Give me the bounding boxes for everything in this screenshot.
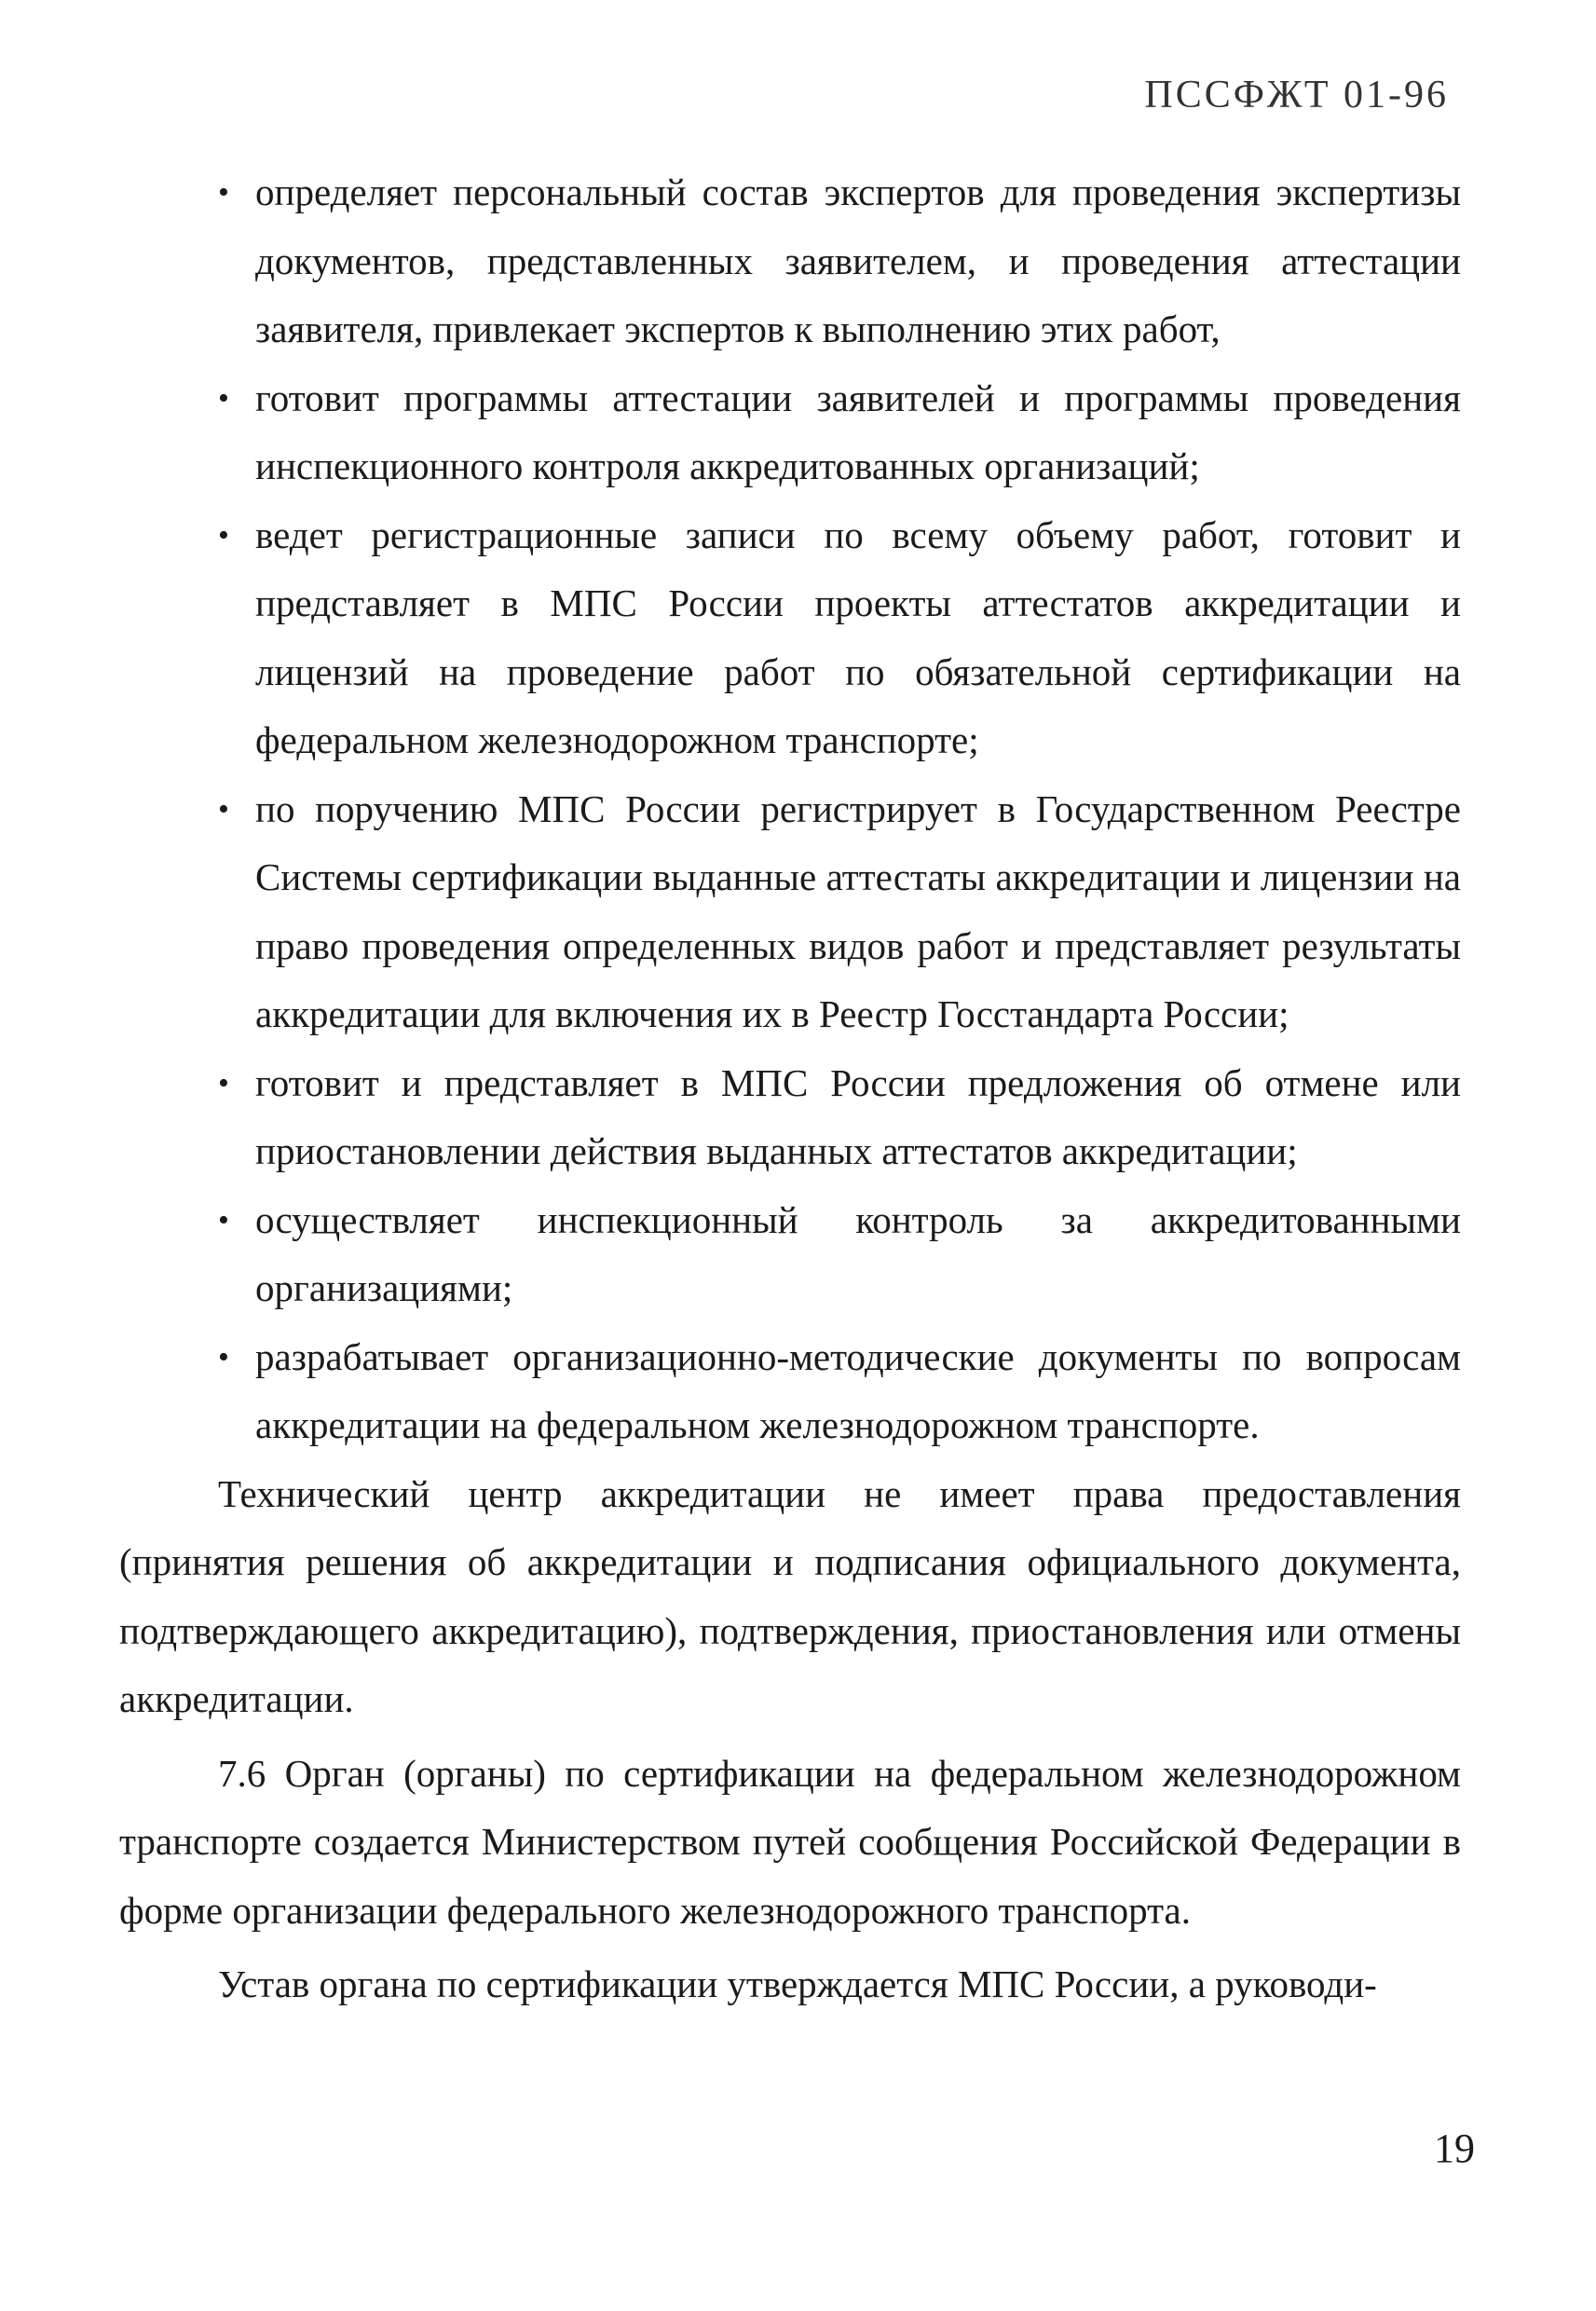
- document-code: ПССФЖТ 01-96: [1144, 74, 1449, 116]
- list-item-text: готовит и представляет в МПС России предложения об отмене или приостановлении действия выданных аттестатов аккредитации;: [255, 1060, 1461, 1172]
- page-number: 19: [1434, 2126, 1475, 2171]
- bullet-icon: •: [218, 1202, 229, 1238]
- bullet-icon: •: [218, 791, 229, 827]
- duties-list: [119, 158, 1461, 1460]
- page-body: [119, 158, 1461, 2025]
- list-item: [119, 364, 1461, 501]
- paragraph-section-7-6: 7.6 Орган (органы) по сертификации на федеральном железнодорожном транспорте создается Министерством путей сообщения Российской Федерации в форме организации федерального железнодорожного транспорта.: [119, 1751, 1461, 1932]
- list-item-text: определяет персональный состав экспертов для проведения экспертизы документов, представленных заявителем, и проведения аттестации заявителя, привлекает экспертов к выполнению этих работ,: [255, 171, 1461, 350]
- paragraph-tech-center: Технический центр аккредитации не имеет права предоставления (принятия решения об аккредитации и подписания официального документа, подтверждающего аккредитацию), подтверждения, приостановления или отмены аккредитации.: [119, 1471, 1461, 1720]
- list-item: [119, 1323, 1461, 1460]
- list-item-text: готовит программы аттестации заявителей и программы проведения инспекционного контроля аккредитованных организаций;: [255, 376, 1461, 487]
- bullet-icon: •: [218, 517, 229, 553]
- list-item: [119, 1049, 1461, 1186]
- list-item: [119, 158, 1461, 364]
- list-item-text: по поручению МПС России регистрирует в Государственном Реестре Системы сертификации выданные аттестаты аккредитации и лицензии на право проведения определенных видов работ и представляет результаты аккредитации для включения их в Реестр Госстандарта России;: [255, 786, 1461, 1035]
- list-item-text: разрабатывает организационно-методические документы по вопросам аккредитации на федеральном железнодорожном транспорте.: [255, 1334, 1461, 1446]
- list-item-text: ведет регистрационные записи по всему объему работ, готовит и представляет в МПС России проекты аттестатов аккредитации и лицензий на проведение работ по обязательной сертификации на федеральном железнодорожном транспорте;: [255, 513, 1461, 761]
- bullet-icon: •: [218, 1065, 229, 1101]
- list-item: [119, 1186, 1461, 1323]
- bullet-icon: •: [218, 175, 229, 210]
- bullet-icon: •: [218, 380, 229, 416]
- list-item-text: осуществляет инспекционный контроль за аккредитованными организациями;: [255, 1197, 1461, 1309]
- paragraph-charter: Устав органа по сертификации утверждается МПС России, а руководи-: [218, 1962, 1377, 2005]
- list-item: [119, 775, 1461, 1049]
- bullet-icon: •: [218, 1339, 229, 1374]
- list-item: [119, 501, 1461, 775]
